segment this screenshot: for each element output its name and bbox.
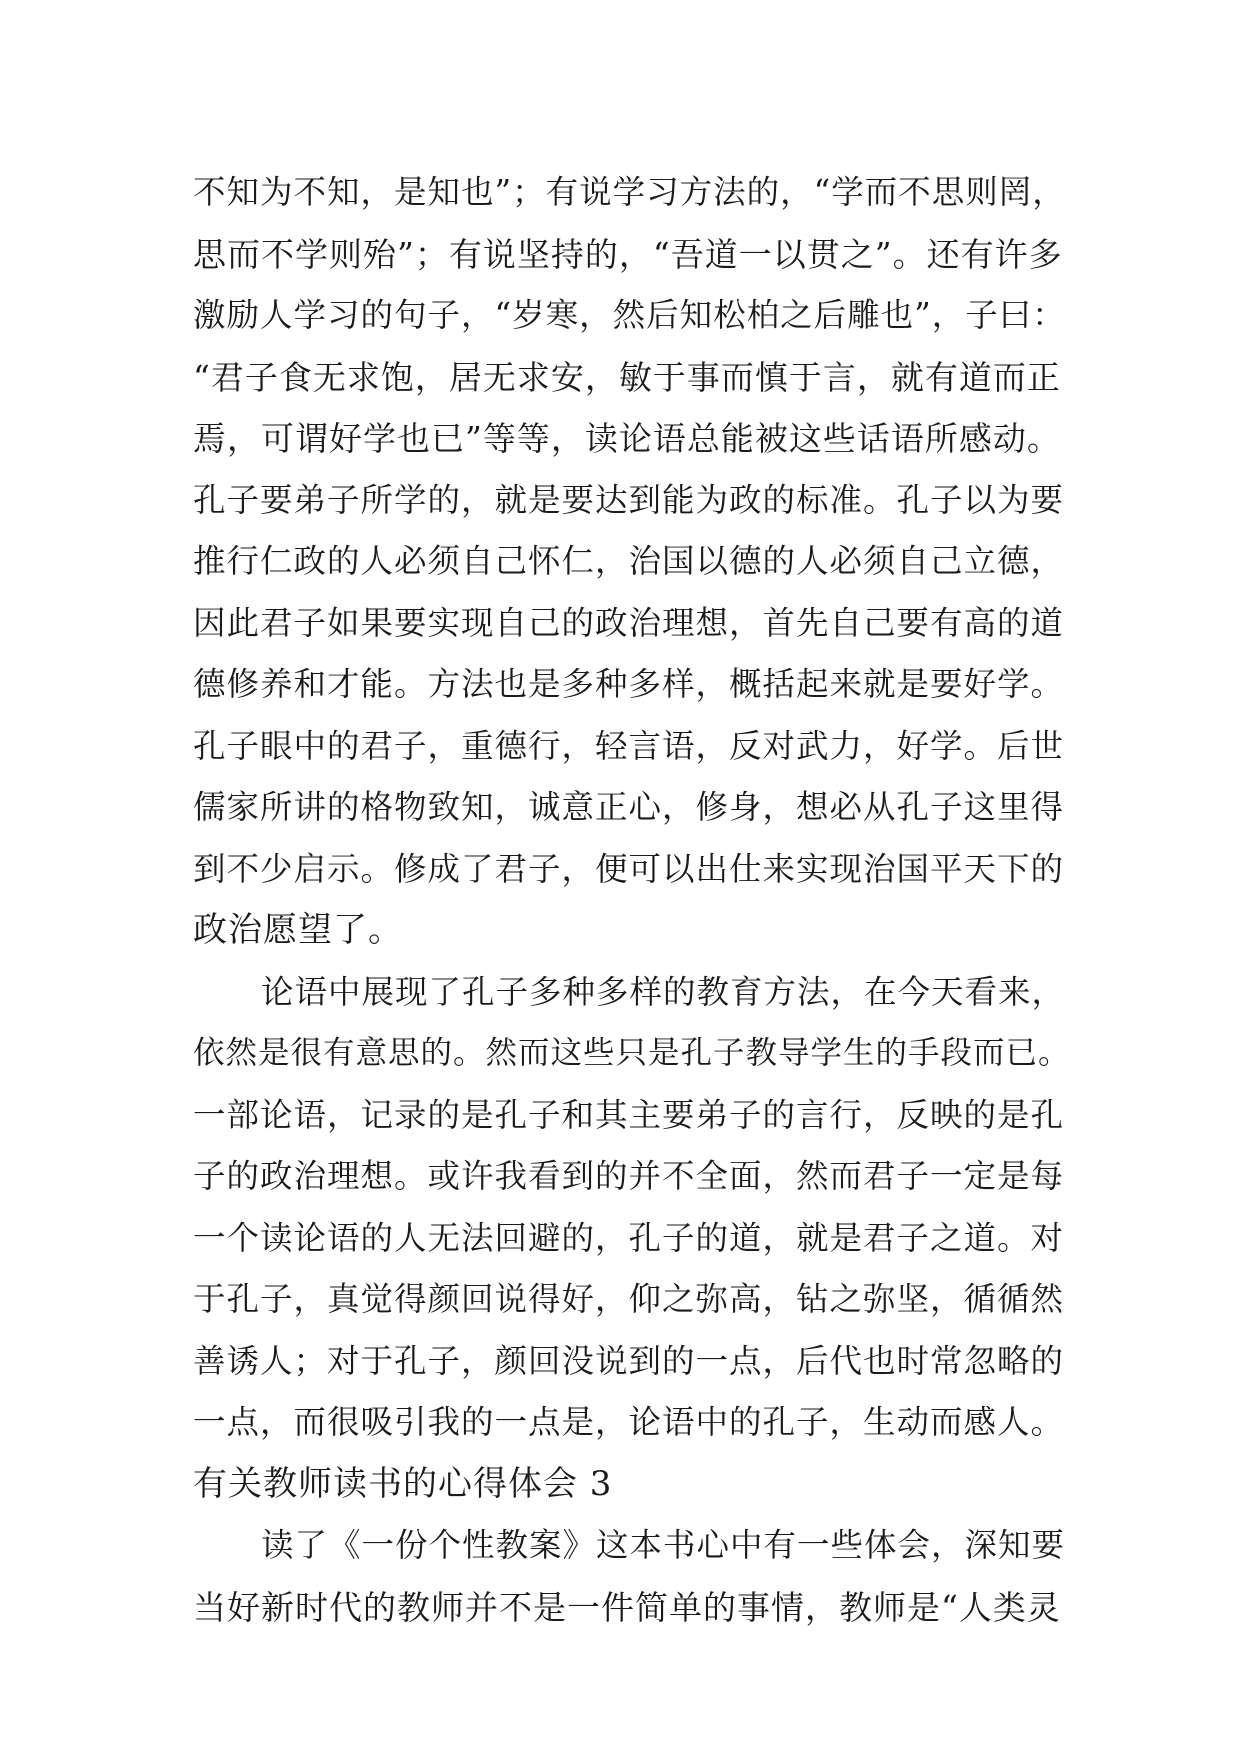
- text-line: 孔子眼中的君子，重德行，轻言语，反对武力，好学。后世: [193, 726, 1065, 765]
- text-line: 一部论语，记录的是孔子和其主要弟子的言行，反映的是孔: [193, 1095, 1065, 1134]
- text-line: 于孔子，真觉得颜回说得好，仰之弥高，钻之弥坚，循循然: [193, 1280, 1065, 1318]
- text-line: 孔子要弟子所学的，就是要达到能为政的标准。孔子以为要: [193, 480, 1065, 519]
- document-body: [193, 162, 1073, 1638]
- text-line: 善诱人；对于孔子，颜回没说到的一点，后代也时常忽略的: [193, 1341, 1065, 1380]
- text-line: 政治愿望了。: [193, 910, 403, 950]
- text-line: 有关教师读书的心得体会 3: [193, 1463, 613, 1504]
- text-line: 德修养和才能。方法也是多种多样，概括起来就是要好学。: [193, 665, 1065, 703]
- text-line: 焉，可谓好学也已”等等，读论语总能被这些话语所感动。: [193, 419, 1061, 458]
- text-line: 论语中展现了孔子多种多样的教育方法，在今天看来，: [261, 972, 1066, 1011]
- text-line: 思而不学则殆”；有说坚持的，“吾道一以贯之”。还有许多: [193, 234, 1063, 274]
- text-line: 依然是很有意思的。然而这些只是孔子教导学生的手段而已。: [193, 1035, 1071, 1071]
- text-line: 儒家所讲的格物致知，诚意正心，修身，想必从孔子这里得: [193, 788, 1065, 826]
- text-line: 激励人学习的句子，“岁寒，然后知松柏之后雕也”，子曰：: [193, 296, 1066, 334]
- text-line: 子的政治理想。或许我看到的并不全面，然而君子一定是每: [193, 1157, 1065, 1195]
- text-line: 到不少启示。修成了君子，便可以出仕来实现治国平天下的: [193, 849, 1065, 888]
- text-line: 不知为不知，是知也”；有说学习方法的，“学而不思则罔，: [193, 173, 1066, 211]
- text-line: 一点，而很吸引我的一点是，论语中的孔子，生动而感人。: [193, 1403, 1065, 1441]
- text-line: “君子食无求饱，居无求安，敏于事而慎于言，就有道而正: [193, 357, 1061, 397]
- text-line: 推行仁政的人必须自己怀仁，治国以德的人必须自己立德，: [193, 542, 1065, 580]
- text-line: 一个读论语的人无法回避的，孔子的道，就是君子之道。对: [193, 1218, 1065, 1257]
- text-line: 读了《一份个性教案》这本书心中有一些体会，深知要: [261, 1526, 1066, 1564]
- text-line: 当好新时代的教师并不是一件简单的事情，教师是“人类灵: [193, 1587, 1061, 1627]
- text-line: 因此君子如果要实现自己的政治理想，首先自己要有高的道: [193, 603, 1065, 642]
